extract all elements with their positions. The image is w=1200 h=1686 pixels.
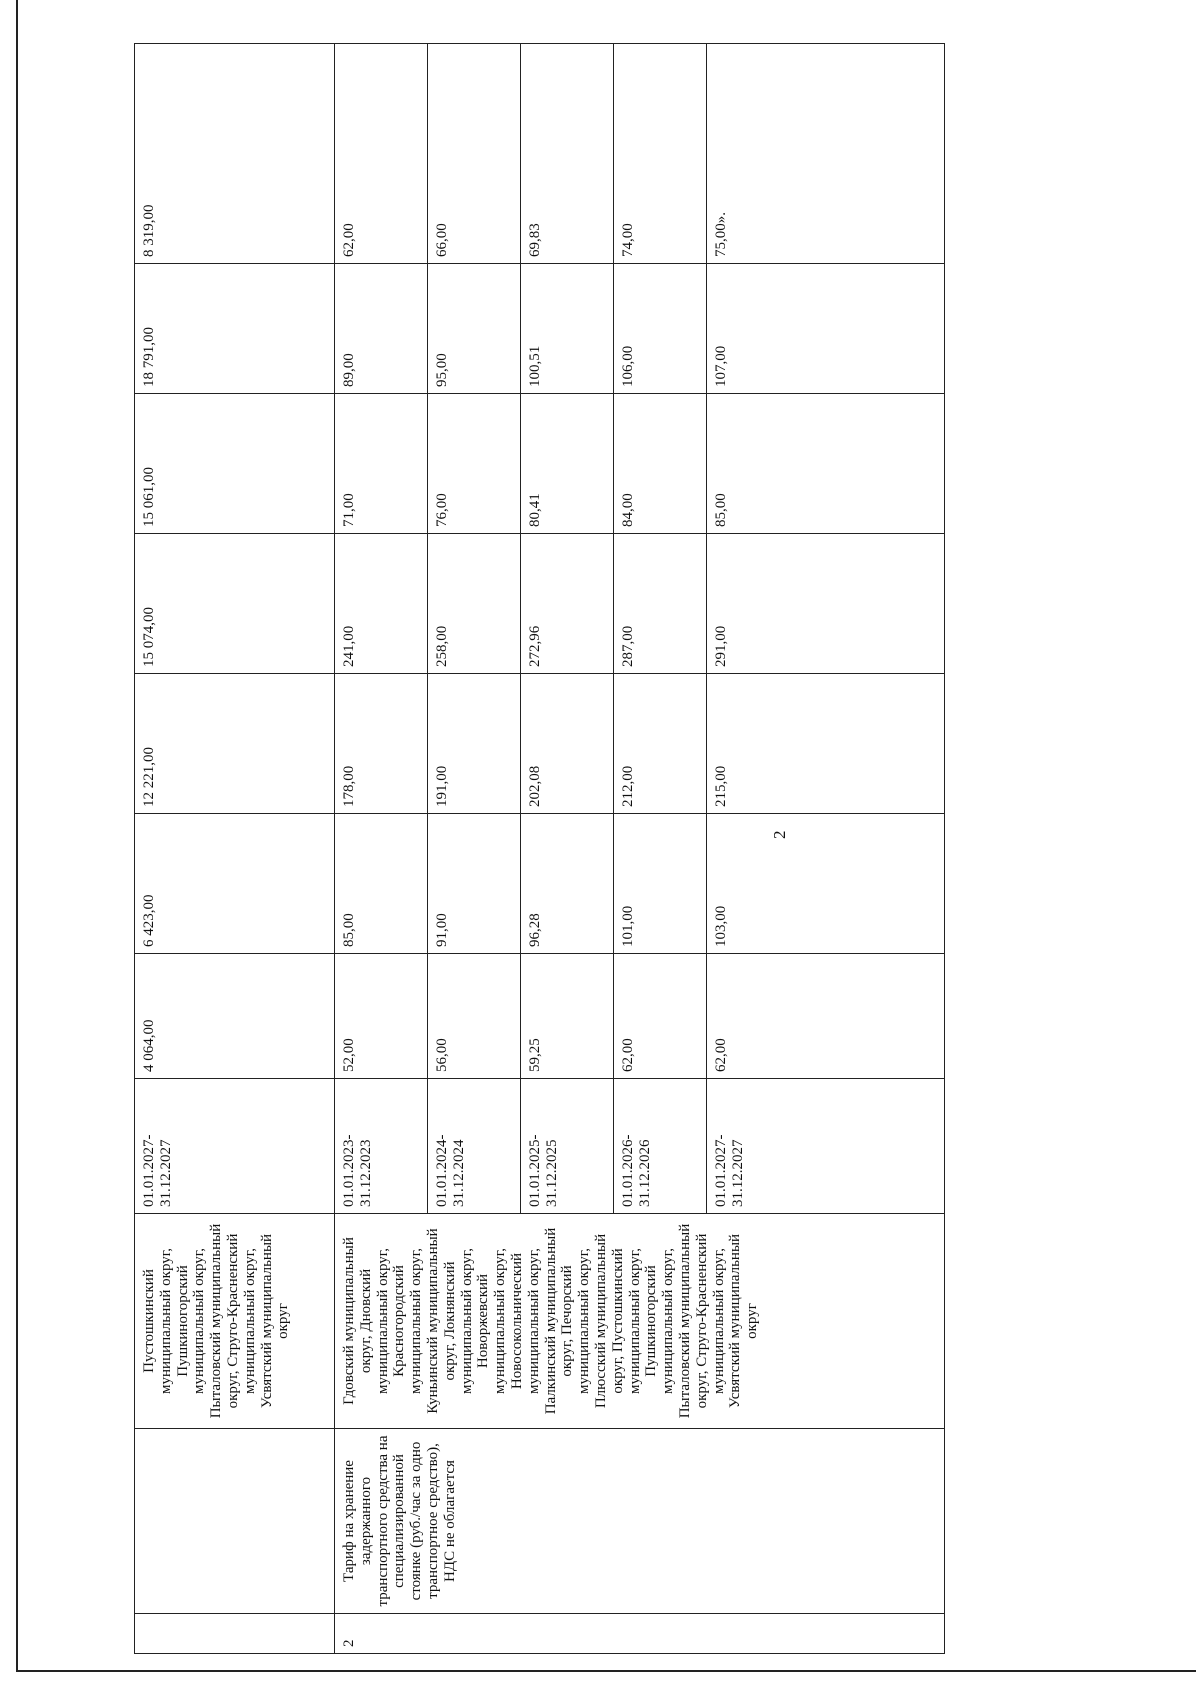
table-row: [135, 44, 335, 1654]
period-cell: 01.01.2023-31.12.2023: [335, 1079, 428, 1214]
value-cell: 59,25: [521, 954, 614, 1079]
value-cell: 66,00: [428, 44, 521, 264]
period-cell: 01.01.2027-31.12.2027: [707, 1079, 945, 1214]
value-cell: 96,28: [521, 814, 614, 954]
regions-cell: Гдовский муниципальный округ, Дновский муниципальный округ, Красногородский муниципальный округ, Куньинский муниципальный округ, Локнянский муниципальный округ, Новоржевский муниципальный округ, Новосокольнический муниципальный округ, Палкинский муниципальный округ, Печорский муниципальный округ, Плюсский муниципальный округ, Пустошкинский муниципальный округ, Пушкиногорский муниципальный округ, Пыталовский муниципальный округ, Струго-Красненский муниципальный округ, Усвятский муниципальный округ: [335, 1214, 945, 1429]
value-cell: 85,00: [707, 394, 945, 534]
value-cell: 4 064,00: [135, 954, 335, 1079]
value-cell: 107,00: [707, 264, 945, 394]
value-cell: 62,00: [614, 954, 707, 1079]
scan-border-bottom: [16, 1670, 1196, 1672]
value-cell: 6 423,00: [135, 814, 335, 954]
value-cell: 80,41: [521, 394, 614, 534]
value-cell: 272,96: [521, 534, 614, 674]
value-cell: 52,00: [335, 954, 428, 1079]
rotated-landscape-page: [134, 44, 944, 1654]
tariff-table: [134, 43, 945, 1654]
table-row: [335, 44, 428, 1654]
value-cell: 76,00: [428, 394, 521, 534]
value-cell: 69,83: [521, 44, 614, 264]
period-cell: 01.01.2027-31.12.2027: [135, 1079, 335, 1214]
value-cell: 56,00: [428, 954, 521, 1079]
value-cell: 12 221,00: [135, 674, 335, 814]
row-number: 2: [335, 1614, 945, 1654]
value-cell: 202,08: [521, 674, 614, 814]
regions-cell: Пустошкинский муниципальный округ, Пушкиногорский муниципальный округ, Пыталовский муниципальный округ, Струго-Красненский муниципальный округ, Усвятский муниципальный округ: [135, 1214, 335, 1429]
value-cell: 75,00».: [707, 44, 945, 264]
value-cell: 258,00: [428, 534, 521, 674]
number-cell: [135, 1614, 335, 1654]
value-cell: 89,00: [335, 264, 428, 394]
value-cell: 241,00: [335, 534, 428, 674]
tariff-title: Тариф на хранение задержанного транспортного средства на специализированной стоянке (руб./час за одно транспортное средство), НДС не облагается: [335, 1429, 945, 1614]
period-cell: 01.01.2025-31.12.2025: [521, 1079, 614, 1214]
value-cell: 212,00: [614, 674, 707, 814]
page-number: 2: [770, 830, 789, 839]
value-cell: 95,00: [428, 264, 521, 394]
value-cell: 8 319,00: [135, 44, 335, 264]
period-cell: 01.01.2024-31.12.2024: [428, 1079, 521, 1214]
service-cell: [135, 1429, 335, 1614]
value-cell: 15 074,00: [135, 534, 335, 674]
value-cell: 103,00: [707, 814, 945, 954]
value-cell: 106,00: [614, 264, 707, 394]
value-cell: 287,00: [614, 534, 707, 674]
value-cell: 91,00: [428, 814, 521, 954]
value-cell: 101,00: [614, 814, 707, 954]
value-cell: 215,00: [707, 674, 945, 814]
value-cell: 100,51: [521, 264, 614, 394]
value-cell: 74,00: [614, 44, 707, 264]
value-cell: 85,00: [335, 814, 428, 954]
period-cell: 01.01.2026-31.12.2026: [614, 1079, 707, 1214]
value-cell: 18 791,00: [135, 264, 335, 394]
value-cell: 178,00: [335, 674, 428, 814]
value-cell: 291,00: [707, 534, 945, 674]
value-cell: 62,00: [707, 954, 945, 1079]
value-cell: 84,00: [614, 394, 707, 534]
value-cell: 62,00: [335, 44, 428, 264]
scan-border-left: [16, 0, 18, 1672]
value-cell: 191,00: [428, 674, 521, 814]
value-cell: 15 061,00: [135, 394, 335, 534]
value-cell: 71,00: [335, 394, 428, 534]
